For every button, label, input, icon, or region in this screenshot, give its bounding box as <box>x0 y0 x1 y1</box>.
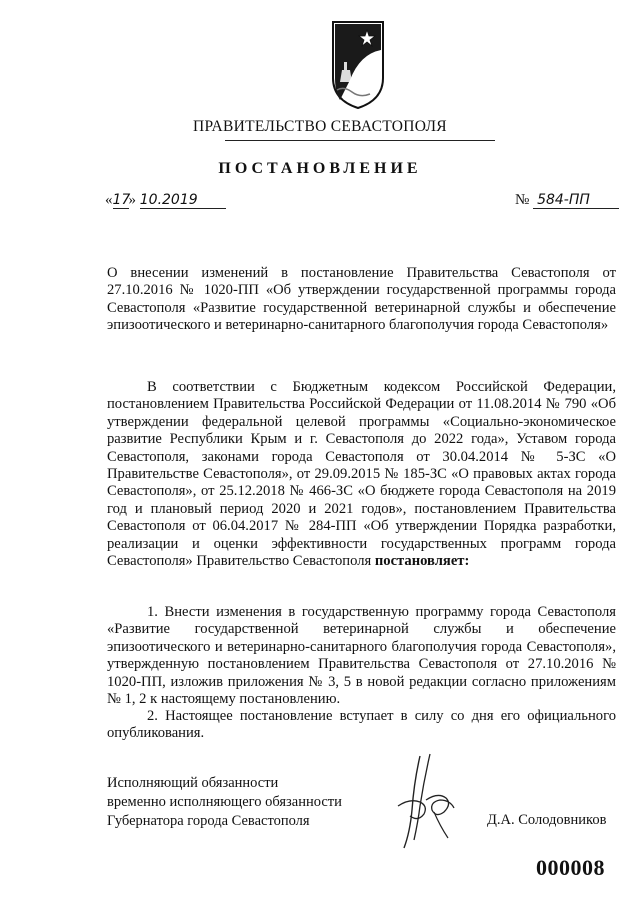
date-day: 17 <box>112 192 131 208</box>
decree-item-2: 2. Настоящее постановление вступает в силу со дня его официального опубликования. <box>107 708 616 742</box>
page-number: 000008 <box>536 855 605 880</box>
decree-word: постановляет: <box>374 553 470 570</box>
document-date <box>105 192 226 209</box>
date-month-year: 10.2019 <box>140 192 226 209</box>
header-divider <box>225 140 495 141</box>
number-prefix: № <box>515 192 530 208</box>
document-subject: О внесении изменений в постановление Правительства Севастополя от 27.10.2016 № 1020-ПП «Об утверждении государственной программы города Севастополя «Развитие государственной ветеринарной службы и обеспечение эпизоотического и ветеринарно-санитарного благополучия города Севастополя» <box>107 265 616 334</box>
signer-name: Д.А. Солодовников <box>487 812 607 828</box>
decree-item-1: 1. Внести изменения в государственную программу города Севастополя «Развитие государственной ветеринарной службы и обеспечение эпизоотического и ветеринарно-санитарного благополучия города Севастополя», утвержденную постановлением Правительства Севастополя от 27.10.2016 № 1020-ПП, изложив приложения № 3, 5 в новой редакции согласно приложениям № 1, 2 к настоящему постановлению. <box>107 604 616 708</box>
legal-basis-paragraph <box>107 379 616 570</box>
signer-position <box>107 774 342 831</box>
signer-position-line: Исполняющий обязанности <box>107 775 279 791</box>
coat-of-arms-emblem <box>330 20 386 110</box>
signer-position-line: Губернатора города Севастополя <box>107 813 310 829</box>
document-type-title: ПОСТАНОВЛЕНИЕ <box>218 160 422 177</box>
document-number <box>515 192 619 209</box>
number-value: 584-ПП <box>533 192 619 209</box>
government-name: ПРАВИТЕЛЬСТВО СЕВАСТОПОЛЯ <box>193 118 447 135</box>
handwritten-signature <box>390 752 460 852</box>
signer-position-line: временно исполняющего обязанности <box>107 794 342 810</box>
date-close-quote: » <box>128 192 136 208</box>
date-open-quote: « <box>105 192 113 208</box>
legal-basis-text: В соответствии с Бюджетным кодексом Российской Федерации, постановлением Правительства Российской Федерации от 11.08.2014 № 790 «Об утверждении федеральной целевой программы «Социально-экономическое развитие Республики Крым и г. Севастополя до 2022 года», Уставом города Севастополя, законами города Севастополя от 30.04.2014 № 5-ЗС «О Правительстве Севастополя», от 29.09.2015 № 185-ЗС «О правовых актах города Севастополя», от 25.12.2018 № 466-ЗС «О бюджете города Севастополя на 2019 год и плановый период 2020 и 2021 годов», постановлением Правительства Севастополя от 06.04.2017 № 284-ПП «Об утверждении Порядка разработки, реализации и оценки эффективности государственных программ города Севастополя» Правительство Севастополя <box>107 379 616 570</box>
